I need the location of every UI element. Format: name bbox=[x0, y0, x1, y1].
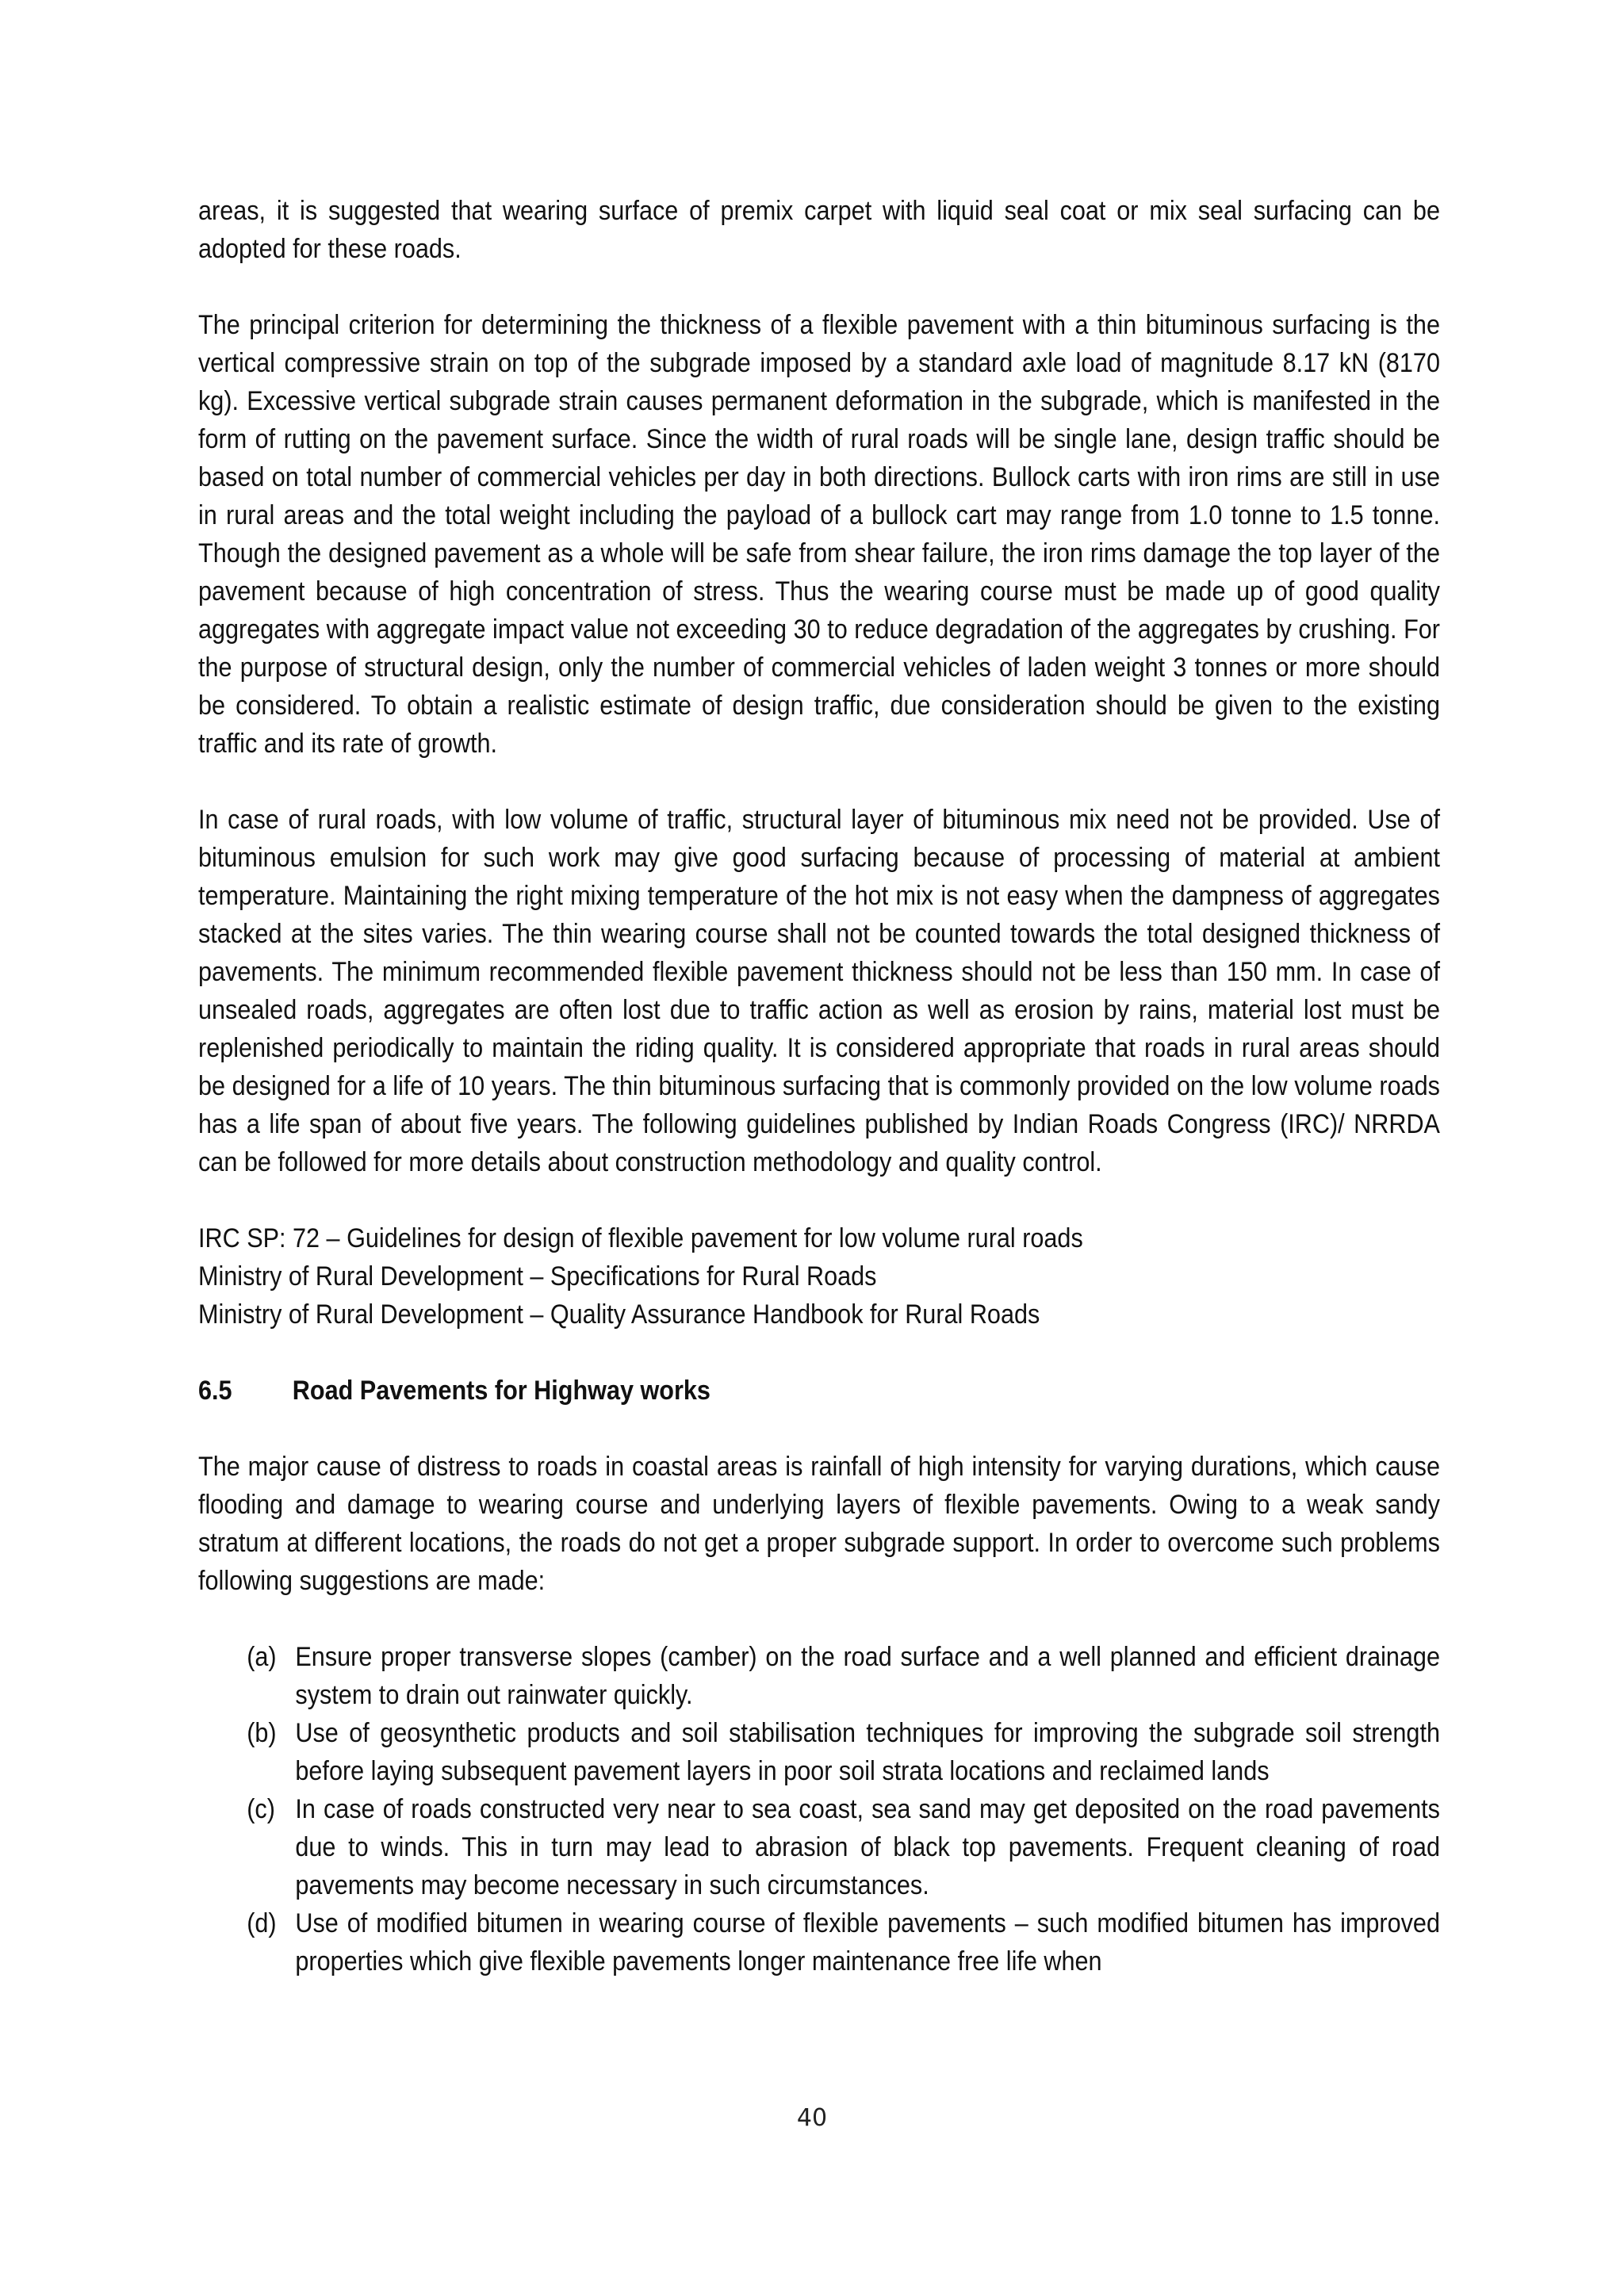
section-title: Road Pavements for Highway works bbox=[292, 1376, 710, 1406]
list-item-text: Use of modified bitumen in wearing course of flexible pavements – such modified bitumen has improved properties which give flexible pavements longer maintenance free life when bbox=[295, 1908, 1440, 1976]
reference-item: IRC SP: 72 – Guidelines for design of flexible pavement for low volume rural roads bbox=[198, 1223, 1083, 1253]
list-marker: (a) bbox=[247, 1642, 277, 1672]
page-number: 40 bbox=[796, 2104, 828, 2132]
list-marker: (c) bbox=[247, 1794, 275, 1824]
paragraph-rural-roads: In case of rural roads, with low volume of traffic, structural layer of bituminous mix need not be provided. Use of bituminous emulsion for such work may give good surfacing because of processing of material at ambient temperature. Maintaining the right mixing temperature of the hot mix is not easy when the dampness of aggregates stacked at the sites varies. The thin wearing course shall not be counted towards the total designed thickness of pavements. The minimum recommended flexible pavement thickness should not be less than 150 mm. In case of unsealed roads, aggregates are often lost due to traffic action as well as erosion by rains, material lost must be replenished periodically to maintain the riding quality. It is considered appropriate that roads in rural areas should be designed for a life of 10 years. The thin bituminous surfacing that is commonly provided on the low volume roads has a life span of about five years. The following guidelines published by Indian Roads Congress (IRC)/ NRRDA can be followed for more details about construction methodology and quality control. bbox=[198, 805, 1440, 1177]
section-intro: The major cause of distress to roads in coastal areas is rainfall of high intensity for varying durations, which cause flooding and damage to wearing course and underlying layers of flexible pavements. Owing to a weak sandy stratum at different locations, the roads do not get a proper subgrade support. In order to overcome such problems following suggestions are made: bbox=[198, 1452, 1440, 1596]
list-item-text: Use of geosynthetic products and soil stabilisation techniques for improving the subgrade soil strength before laying subsequent pavement layers in poor soil strata locations and reclaimed lands bbox=[295, 1718, 1440, 1786]
page-body bbox=[198, 192, 1440, 1980]
section-heading bbox=[198, 1372, 1316, 1410]
list-item bbox=[198, 1714, 1440, 1790]
reference-list bbox=[198, 1219, 1440, 1334]
list-item bbox=[198, 1638, 1440, 1714]
paragraph-design-criterion: The principal criterion for determining the thickness of a flexible pavement with a thin bituminous surfacing is the vertical compressive strain on top of the subgrade imposed by a standard axle load of magnitude 8.17 kN (8170 kg). Excessive vertical subgrade strain causes permanent deformation in the subgrade, which is manifested in the form of rutting on the pavement surface. Since the width of rural roads will be single lane, design traffic should be based on total number of commercial vehicles per day in both directions. Bullock carts with iron rims are still in use in rural areas and the total weight including the payload of a bullock cart may range from 1.0 tonne to 1.5 tonne. Though the designed pavement as a whole will be safe from shear failure, the iron rims damage the top layer of the pavement because of high concentration of stress. Thus the wearing course must be made up of good quality aggregates with aggregate impact value not exceeding 30 to reduce degradation of the aggregates by crushing. For the purpose of structural design, only the number of commercial vehicles of laden weight 3 tonnes or more should be considered. To obtain a realistic estimate of design traffic, due consideration should be given to the existing traffic and its rate of growth. bbox=[198, 310, 1440, 759]
list-item bbox=[198, 1904, 1440, 1980]
list-item bbox=[198, 1790, 1440, 1904]
reference-item: Ministry of Rural Development – Specifications for Rural Roads bbox=[198, 1261, 877, 1292]
reference-item: Ministry of Rural Development – Quality Assurance Handbook for Rural Roads bbox=[198, 1299, 1040, 1330]
list-item-text: In case of roads constructed very near to sea coast, sea sand may get deposited on the road pavements due to winds. This in turn may lead to abrasion of black top pavements. Frequent cleaning of road pavements may become necessary in such circumstances. bbox=[295, 1794, 1440, 1900]
list-marker: (d) bbox=[247, 1908, 277, 1938]
paragraph-surfacing: areas, it is suggested that wearing surface of premix carpet with liquid seal coat or mix seal surfacing can be adopted for these roads. bbox=[198, 196, 1440, 264]
list-marker: (b) bbox=[247, 1718, 277, 1748]
list-item-text: Ensure proper transverse slopes (camber) on the road surface and a well planned and efficient drainage system to drain out rainwater quickly. bbox=[295, 1642, 1440, 1710]
suggestion-list bbox=[198, 1638, 1440, 1980]
section-number: 6.5 bbox=[198, 1376, 232, 1406]
